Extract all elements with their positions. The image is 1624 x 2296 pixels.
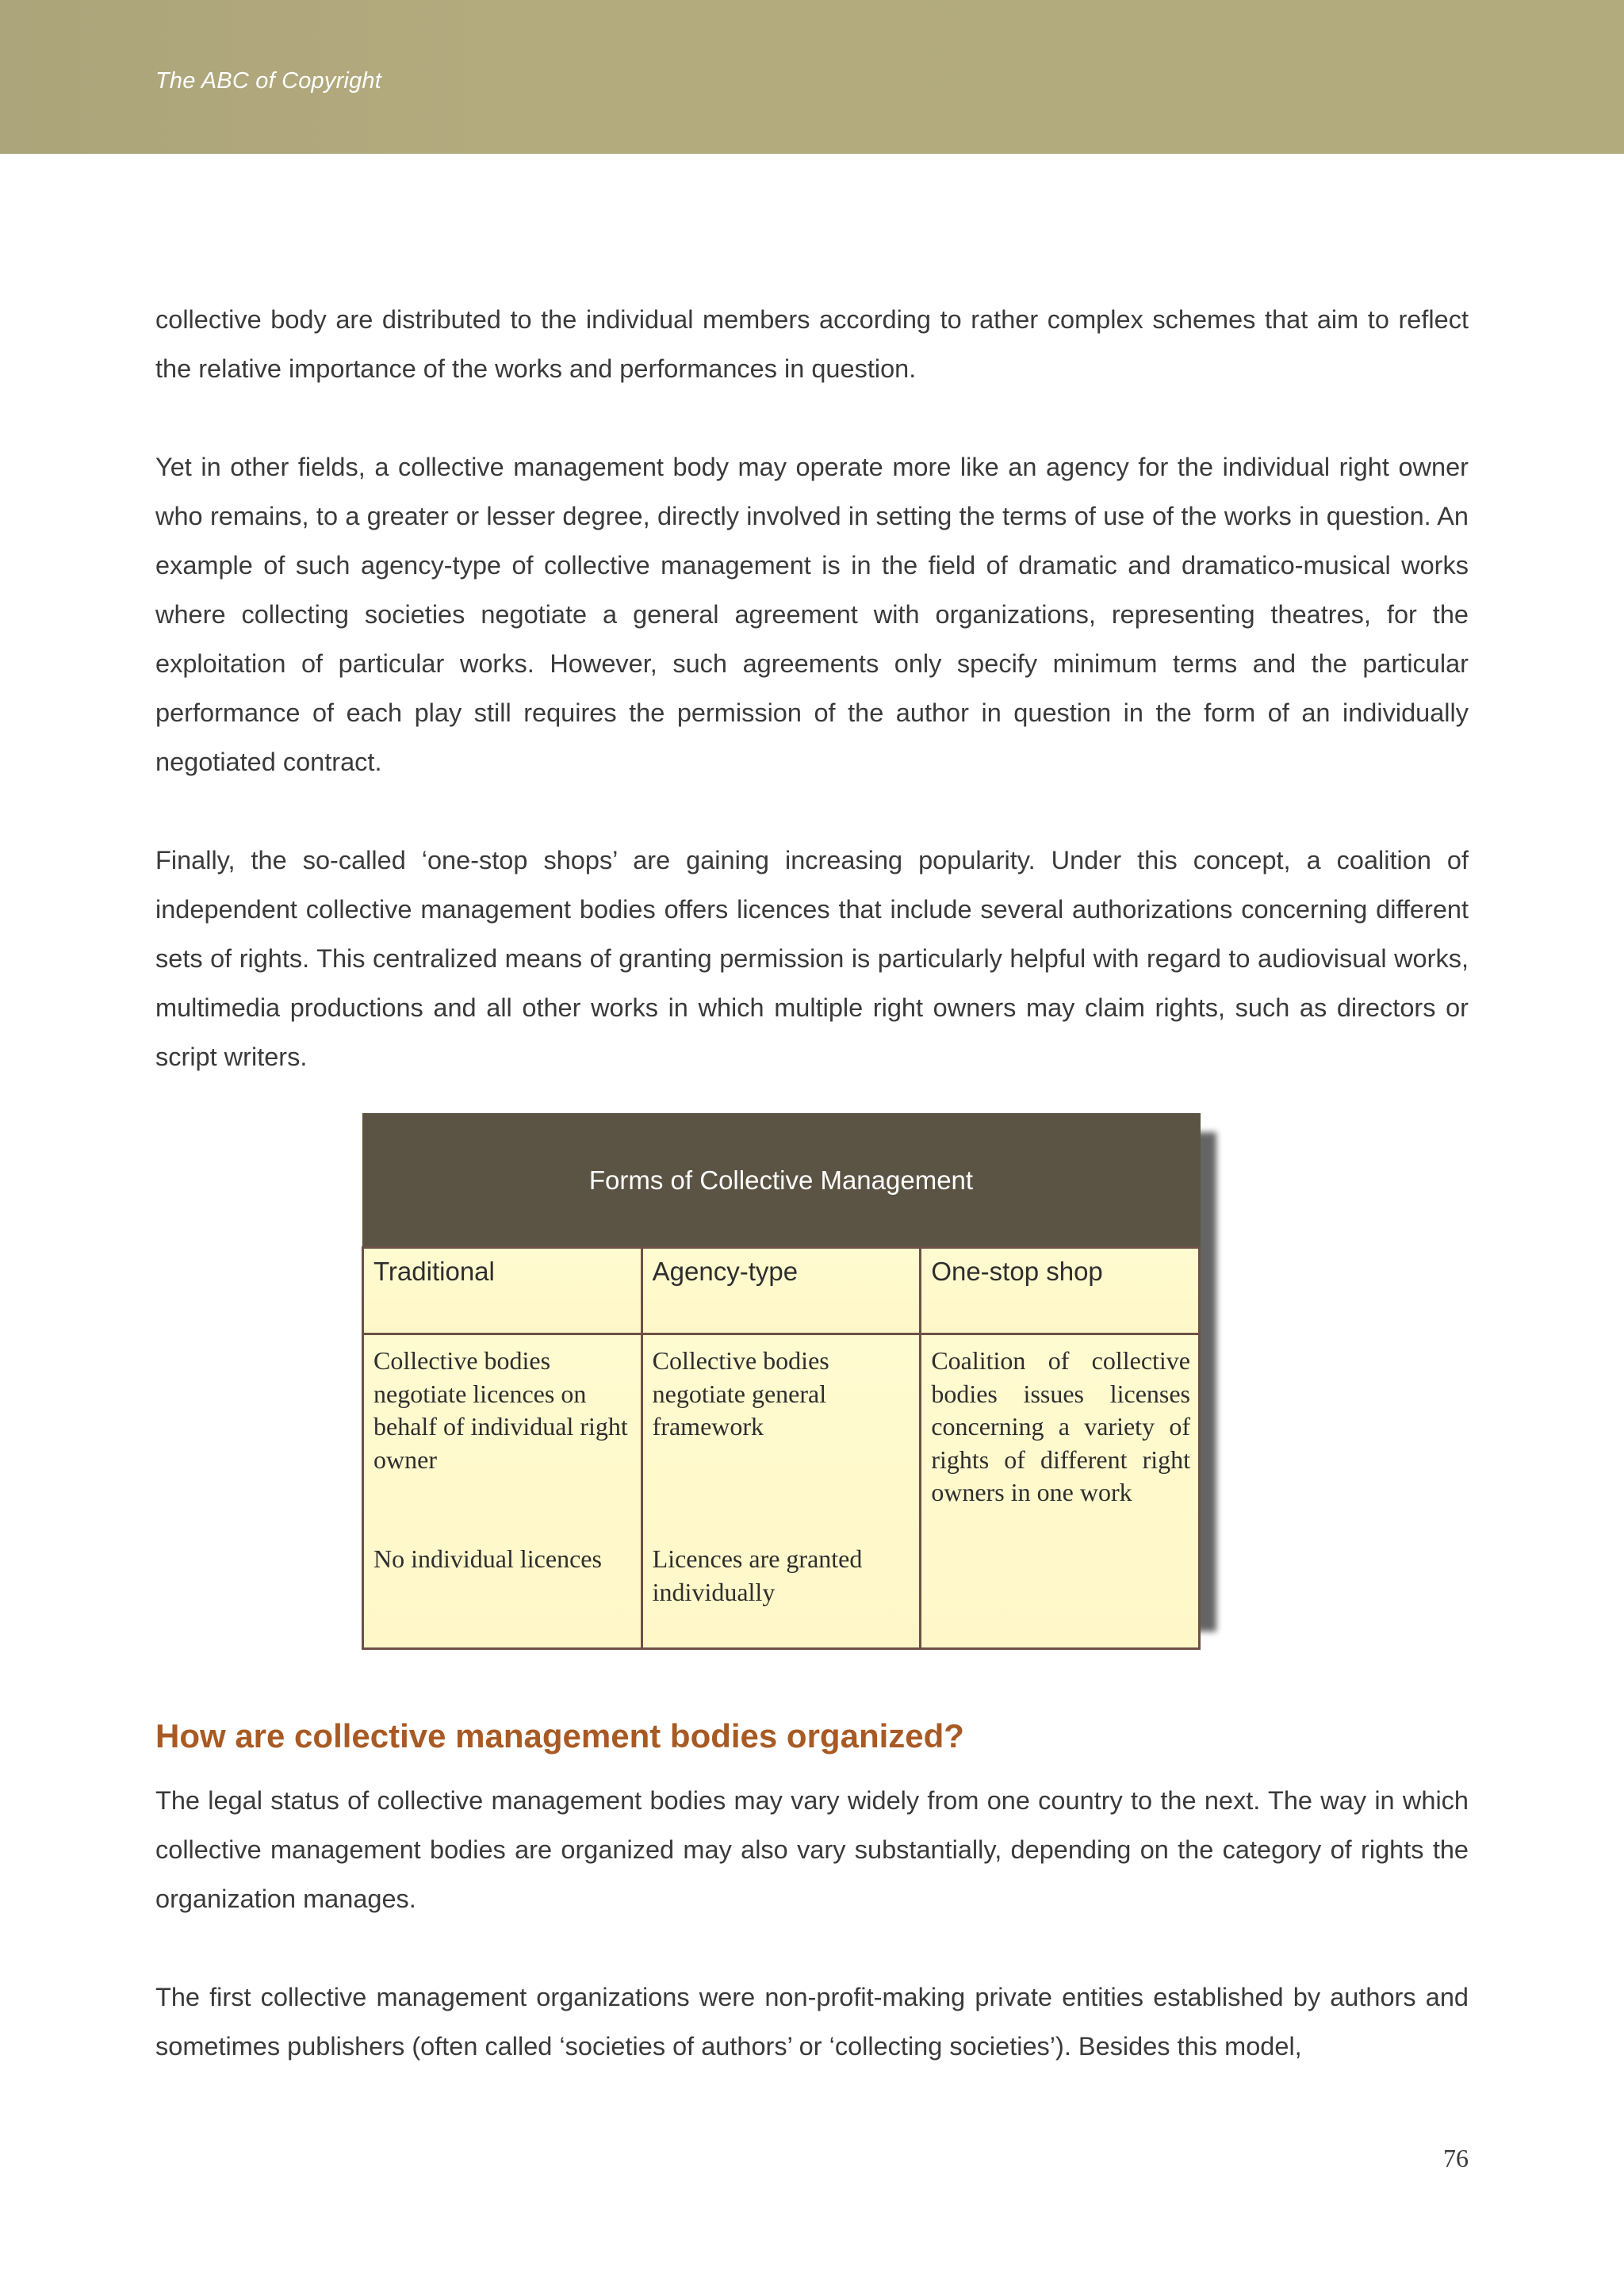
paragraph: Yet in other fields, a collective management body may operate more like an agency for the individual right owner who remains, to a greater or lesser degree, directly involved in setting the terms of use of the works in question. An example of such agency-type of collective management is in the field of dramatic and dramatico-musical works where collecting societies negotiate a general agreement with organizations, representing theatres, for the exploitation of particular works. However, such agreements only specify minimum terms and the particular performance of each play still requires the permission of the author in question in the form of an individually negotiated contract.	[155, 453, 1469, 776]
section-heading: How are collective management bodies organized?	[155, 1717, 964, 1755]
cell-note: Licences are granted individually	[652, 1544, 863, 1606]
cell-description: Collective bodies negotiate general framework	[652, 1346, 829, 1441]
table-title: Forms of Collective Management	[363, 1114, 1200, 1248]
header-band	[0, 0, 1624, 154]
table-body-row	[363, 1334, 1200, 1649]
paragraph: collective body are distributed to the individual members according to rather complex schemes that aim to reflect the relative importance of the works and performances in question.	[155, 305, 1469, 383]
column-heading-agency-type: Agency-type	[642, 1248, 921, 1334]
paragraph: The legal status of collective management bodies may vary widely from one country to the next. The way in which collective management bodies are organized may also vary substantially, depending on the category of rights the organization manages.	[155, 1786, 1469, 1913]
collective-management-table	[362, 1113, 1201, 1650]
column-heading-one-stop-shop: One-stop shop	[921, 1248, 1200, 1334]
table-cell-agency-type	[642, 1334, 921, 1649]
cell-description: Collective bodies negotiate licences on behalf of individual right owner	[373, 1346, 628, 1474]
table-cell-one-stop-shop	[921, 1334, 1200, 1649]
paragraph: The first collective management organizations were non-profit-making private entities established by authors and sometimes publishers (often called ‘societies of authors’ or ‘collecting societies’). Besides this model,	[155, 1983, 1469, 2061]
paragraph: Finally, the so-called ‘one-stop shops’ are gaining increasing popularity. Under this concept, a coalition of independent collective management bodies offers licences that include several authorizations concerning different sets of rights. This centralized means of granting permission is particularly helpful with regard to audiovisual works, multimedia productions and all other works in which multiple right owners may claim rights, such as directors or script writers.	[155, 846, 1469, 1071]
running-title: The ABC of Copyright	[155, 68, 381, 94]
cell-note: No individual licences	[373, 1544, 602, 1573]
table-header-row	[363, 1248, 1200, 1334]
page-number: 76	[1443, 2144, 1469, 2172]
column-heading-traditional: Traditional	[363, 1248, 642, 1334]
cell-description: Coalition of collective bodies issues licenses concerning a variety of rights of different right owners in one work	[931, 1346, 1190, 1506]
table-title-row	[363, 1114, 1200, 1248]
table-cell-traditional	[363, 1334, 642, 1649]
